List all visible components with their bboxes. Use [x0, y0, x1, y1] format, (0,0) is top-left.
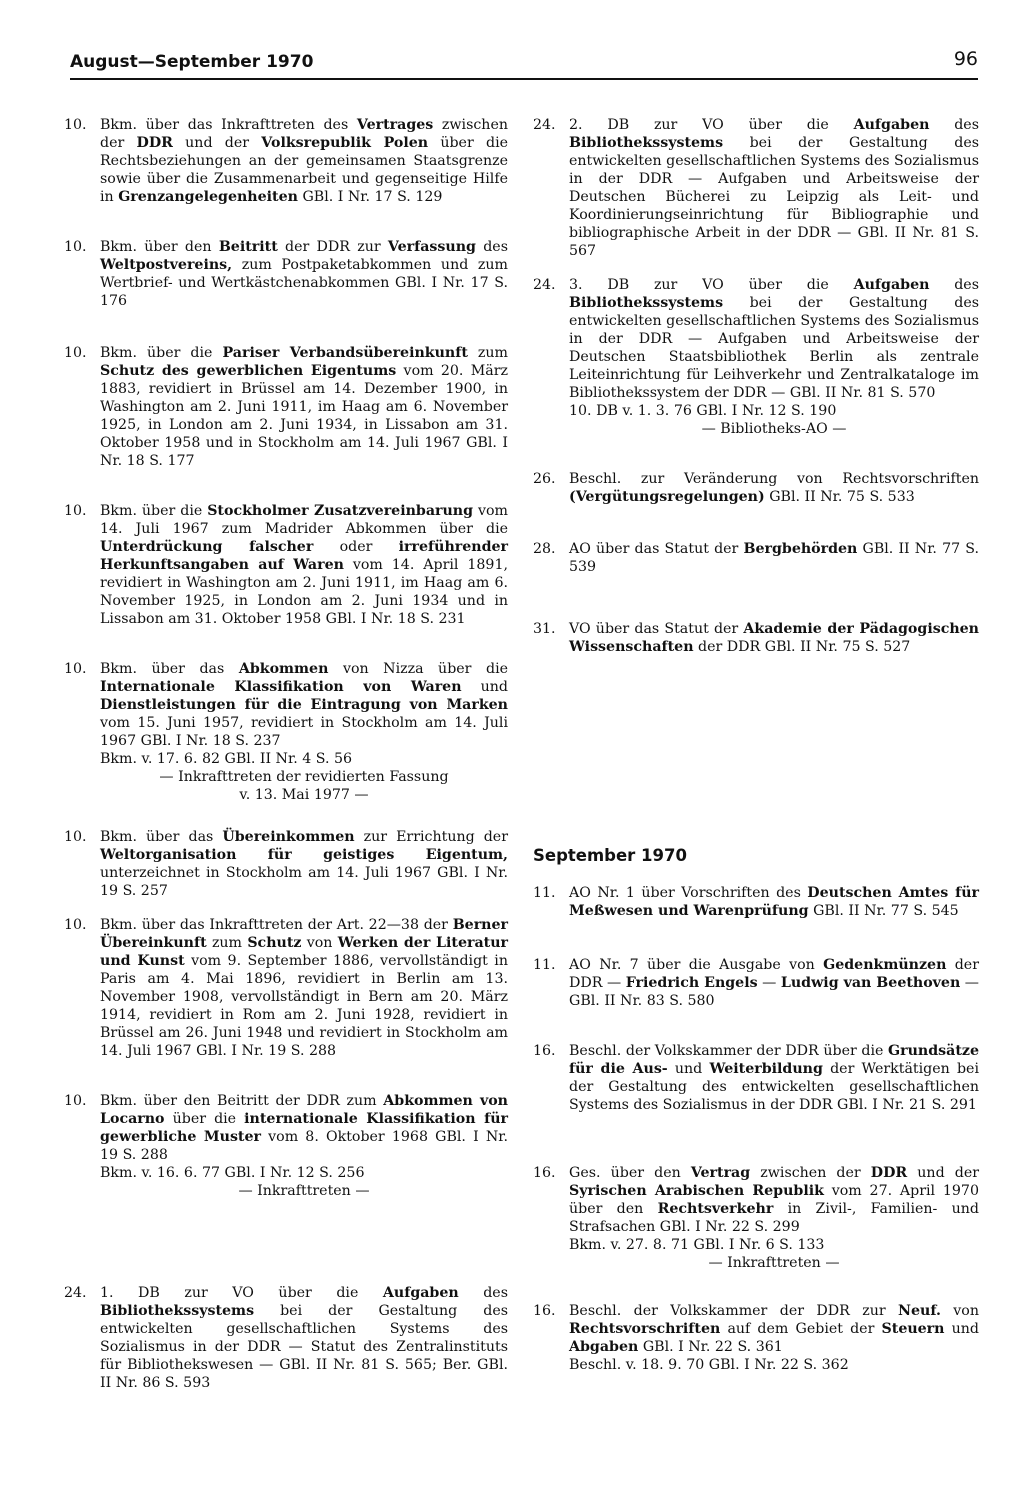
entry-text-part: bei der Gestaltung des entwickelten gesellschaftlichen Systems des Sozialismus in der DDR — Aufgaben und Arbeitsweise der Deutschen Bücherei zu Leipzig als Leit- und Koordinierungseinrichtung für Bibliographie und bibliographische Arbeit in der DDR — GBl. II Nr. 81 S. 567 — [569, 135, 979, 259]
entry-text-bold: Friedrich Engels — [625, 975, 758, 991]
entry-text — [100, 344, 508, 470]
entry-text-bold: Aufgaben — [853, 277, 930, 293]
entry-day: 11. — [533, 885, 556, 901]
entry-text-bold: Bibliothekssystems — [569, 295, 724, 311]
entry-text-bold: irreführender Herkunftsangaben auf Waren — [100, 539, 508, 573]
entry-text — [100, 1092, 508, 1200]
entry-text-part: zum — [206, 935, 248, 951]
entry-text-bold: Rechtsvorschriften — [569, 1321, 721, 1337]
entry-text-bold: Rechtsverkehr — [657, 1201, 774, 1217]
entry — [533, 116, 979, 260]
entry-text-part: der DDR zur — [277, 239, 388, 255]
entry-text-part: Bkm. über das Inkrafttreten der Art. 22—38 der — [100, 917, 453, 933]
entry-text-part: GBl. II Nr. 77 S. 545 — [808, 903, 959, 919]
entry-day: 10. — [64, 917, 87, 933]
entry-text-part: bei der Gestaltung des entwickelten gesellschaftlichen Systems des Sozialismus in der DDR — Statut des Zentralinstituts für Bibliothekswesen — GBl. II Nr. 81 S. 565; Ber. GBl. II Nr. 86 S. 593 — [100, 1303, 508, 1391]
entry-text-part: zur Errichtung der — [354, 829, 508, 845]
entry-text — [569, 1164, 979, 1272]
entry-note: v. 13. Mai 1977 — — [239, 787, 369, 803]
entry-text-part: Bkm. über die — [100, 503, 208, 519]
entry-amendment: Beschl. v. 18. 9. 70 GBl. I Nr. 22 S. 362 — [569, 1357, 849, 1373]
entry-text-bold: Weiterbildung — [709, 1061, 823, 1077]
entry-day: 28. — [533, 541, 556, 557]
entry — [64, 1092, 508, 1200]
entry-text-part: und — [461, 679, 508, 695]
entry-text-bold: (Vergütungsregelungen) — [569, 489, 765, 505]
entry — [533, 470, 979, 506]
entry-text-part: oder — [313, 539, 399, 555]
entry-text-part: GBl. I Nr. 22 S. 361 — [638, 1339, 783, 1355]
entry-day: 24. — [533, 277, 556, 293]
entry-text-part: auf dem Gebiet der — [720, 1321, 882, 1337]
entry-text-part: zum — [467, 345, 508, 361]
entry-text-part: 2. DB zur VO über die — [569, 117, 854, 133]
entry — [533, 884, 979, 920]
entry-text-bold: Weltorganisation für geistiges Eigentum, — [100, 847, 508, 863]
entry-day: 10. — [64, 661, 87, 677]
entry-text-part: vom 14. Juli 1967 zum Madrider Abkommen über die — [100, 503, 508, 537]
entry — [64, 660, 508, 804]
entry-text-part: unterzeichnet in Stockholm am 14. Juli 1967 GBl. I Nr. 19 S. 257 — [100, 865, 508, 899]
entry-text-bold: Volksrepublik Polen — [261, 135, 429, 151]
entry — [533, 1164, 979, 1272]
entry-text-part: 1. DB zur VO über die — [100, 1285, 383, 1301]
entry-day: 16. — [533, 1165, 556, 1181]
entry-text-bold: DDR — [870, 1165, 908, 1181]
entry-text — [569, 956, 979, 1010]
entry-text-bold: Akademie der Pädagogischen Wissenschaften — [569, 621, 979, 655]
entry-text-part: AO Nr. 1 über Vorschriften des — [569, 885, 808, 901]
entry — [64, 238, 508, 310]
entry-text-bold: Vertrages — [356, 117, 434, 133]
entry-text-part: 3. DB zur VO über die — [569, 277, 854, 293]
entry-text-part: GBl. II Nr. 77 S. 539 — [569, 541, 979, 575]
entry-text-bold: Bergbehörden — [743, 541, 858, 557]
entry-day: 10. — [64, 1093, 87, 1109]
entry-note: — Bibliotheks-AO — — [701, 421, 847, 437]
header-rule — [70, 78, 978, 80]
entry-text-bold: Gedenkmünzen — [823, 957, 947, 973]
entry-text-bold: Dienstleistungen für die Eintragung von Marken — [100, 697, 508, 713]
entry-text-bold: Bibliothekssystems — [100, 1303, 255, 1319]
entry-text — [569, 116, 979, 260]
entry-text-bold: Verfassung — [387, 239, 476, 255]
entry-text-part: des — [458, 1285, 508, 1301]
entry-text-bold: Weltpostvereins, — [100, 257, 233, 273]
entry-text-bold: Abkommen — [238, 661, 329, 677]
entry-text-part: vom 15. Juni 1957, revidiert in Stockholm am 14. Juli 1967 GBl. I Nr. 18 S. 237 — [100, 715, 508, 749]
entry-text-part: der DDR — — [569, 957, 979, 991]
entry-text — [100, 502, 508, 628]
entry-text-part: des — [929, 277, 979, 293]
entry-text-bold: Aufgaben — [382, 1285, 459, 1301]
entry-text-part: zum Postpaketabkommen und zum Wertbrief- und Wertkästchenabkommen GBl. I Nr. 17 S. 176 — [100, 257, 508, 309]
entry-day: 10. — [64, 117, 87, 133]
entry-note: — Inkrafttreten — — [238, 1183, 370, 1199]
entry-text-part: vom 20. März 1883, revidiert in Brüssel am 14. Dezember 1900, in Washington am 2. Juni 1911, im Haag am 6. November 1925, in London am 2. Juni 1934, in Lissabon am 31. Oktober 1958 und in Stockholm am 14. Juli 1967 GBl. I Nr. 18 S. 177 — [100, 363, 508, 469]
entry-text — [100, 916, 508, 1060]
entry-text-bold: Schutz — [247, 935, 302, 951]
entry-text-bold: Bibliothekssystems — [569, 135, 724, 151]
entry — [64, 1284, 508, 1392]
entry-text — [100, 828, 508, 900]
entry-day: 31. — [533, 621, 556, 637]
entry-text-part: des — [475, 239, 508, 255]
entry-text-part: der DDR GBl. II Nr. 75 S. 527 — [693, 639, 911, 655]
entry-text-part: Beschl. der Volkskammer der DDR zur — [569, 1303, 899, 1319]
entry-text-bold: Steuern — [881, 1321, 945, 1337]
entry — [64, 116, 508, 206]
entry — [64, 344, 508, 470]
entry-text — [100, 238, 508, 310]
running-title: August—September 1970 — [70, 52, 314, 72]
entry — [533, 1302, 979, 1374]
entry-text-bold: Internationale Klassifikation von Waren — [100, 679, 462, 695]
entry-text-bold: Ludwig van Beethoven — [780, 975, 961, 991]
entry-text-part: Beschl. zur Veränderung von Rechtsvorschriften — [569, 471, 979, 487]
entry-text — [569, 1042, 979, 1114]
entry-text-part: von — [301, 935, 338, 951]
entry-text-bold: Übereinkommen — [222, 829, 355, 845]
entry-text-bold: Beitritt — [218, 239, 278, 255]
entry-text-part: zwischen der — [100, 117, 508, 151]
entry-text-part: in Zivil-, Familien- und Strafsachen GBl. I Nr. 22 S. 299 — [569, 1201, 979, 1235]
entry-text-part: Beschl. der Volkskammer der DDR über die — [569, 1043, 889, 1059]
entry-text-bold: Stockholmer Zusatzvereinbarung — [207, 503, 474, 519]
entry-text-part: Ges. über den — [569, 1165, 691, 1181]
entry-text-bold: Werken der Literatur und Kunst — [100, 935, 508, 969]
entry-day: 16. — [533, 1043, 556, 1059]
entry-text-part: zwischen der — [750, 1165, 871, 1181]
entry-day: 24. — [64, 1285, 87, 1301]
entry-text-part: Bkm. über das — [100, 661, 239, 677]
entry-text-part: über die Rechtsbeziehungen an der gemeinsamen Staatsgrenze sowie über die Zusammenarbeit und gegenseitige Hilfe in — [100, 135, 508, 205]
entry-day: 16. — [533, 1303, 556, 1319]
entry-text-part: Bkm. über den — [100, 239, 219, 255]
entry — [533, 1042, 979, 1114]
entry-text — [100, 1284, 508, 1392]
entry-text-part: und — [667, 1061, 710, 1077]
entry-text-part: GBl. II Nr. 75 S. 533 — [764, 489, 915, 505]
entry-amendment: Bkm. v. 27. 8. 71 GBl. I Nr. 6 S. 133 — [569, 1237, 825, 1253]
entry-text-bold: Schutz des gewerblichen Eigentums — [100, 363, 397, 379]
entry-text — [100, 116, 508, 206]
entry-text-bold: Grenzangelegenheiten — [118, 189, 298, 205]
entry-amendment: 10. DB v. 1. 3. 76 GBl. I Nr. 12 S. 190 — [569, 403, 837, 419]
entry-note: — Inkrafttreten der revidierten Fassung — [159, 769, 449, 785]
section-heading: September 1970 — [533, 846, 687, 865]
entry-text-bold: Grundsätze für die Aus- — [569, 1043, 979, 1077]
entry — [64, 502, 508, 628]
entry — [533, 276, 979, 438]
entry-text-part: — — [757, 975, 781, 991]
entry-text-bold: Berner Übereinkunft — [100, 917, 508, 951]
entry — [533, 620, 979, 656]
entry-text-part: AO über das Statut der — [569, 541, 744, 557]
entry-amendment: Bkm. v. 17. 6. 82 GBl. II Nr. 4 S. 56 — [100, 751, 353, 767]
entry-text-part: Bkm. über das Inkrafttreten des — [100, 117, 357, 133]
entry-text-part: vom 8. Oktober 1968 GBl. I Nr. 19 S. 288 — [100, 1129, 508, 1163]
entry-text-bold: internationale Klassifikation für gewerbliche Muster — [100, 1111, 508, 1145]
entry-text-part: von Nizza über die — [328, 661, 509, 677]
entry-text-bold: Unterdrückung falscher — [100, 539, 314, 555]
entry-text-bold: Aufgaben — [853, 117, 930, 133]
entry-text-bold: DDR — [136, 135, 173, 151]
entry-text — [569, 540, 979, 576]
entry-text — [569, 884, 979, 920]
entry-text — [100, 660, 508, 804]
entry-text-part: — GBl. II Nr. 83 S. 580 — [569, 975, 979, 1009]
entry-text-bold: Neuf. — [898, 1303, 941, 1319]
entry-text-part: GBl. I Nr. 17 S. 129 — [297, 189, 443, 205]
entry-text-part: und der — [907, 1165, 980, 1181]
entry-day: 10. — [64, 239, 87, 255]
page-number: 96 — [953, 48, 978, 70]
entry-text — [569, 1302, 979, 1374]
entry-text — [569, 276, 979, 438]
entry-day: 26. — [533, 471, 556, 487]
entry-text-part: und der — [172, 135, 262, 151]
entry-text-part: AO Nr. 7 über die Ausgabe von — [569, 957, 824, 973]
entry-text-part: vom 9. September 1886, vervollständigt in Paris am 4. Mai 1896, revidiert in Berlin am 13. November 1908, vervollständigt in Bern am 20. März 1914, revidiert in Rom am 2. Juni 1928, revidiert in Brüssel am 26. Juni 1948 und revidiert in Stockholm am 14. Juli 1967 GBl. I Nr. 19 S. 288 — [100, 953, 508, 1059]
entry-day: 24. — [533, 117, 556, 133]
entry-text-bold: Pariser Verbandsübereinkunft — [222, 345, 468, 361]
entry-text-part: Bkm. über den Beitritt der DDR zum — [100, 1093, 384, 1109]
entry-amendment: Bkm. v. 16. 6. 77 GBl. I Nr. 12 S. 256 — [100, 1165, 365, 1181]
entry-text — [569, 470, 979, 506]
entry-text-part: Bkm. über die — [100, 345, 223, 361]
entry-text-bold: Abgaben — [569, 1339, 639, 1355]
entry-day: 10. — [64, 829, 87, 845]
entry-text-part: des — [929, 117, 979, 133]
entry-text-part: vom 27. April 1970 über den — [569, 1183, 979, 1217]
entry-text-part: von — [940, 1303, 979, 1319]
entry-text-part: vom 14. April 1891, revidiert in Washington am 2. Juni 1911, im Haag am 6. November 1925, in London am 2. Juni 1934 und in Lissabon am 31. Oktober 1958 GBl. I Nr. 18 S. 231 — [100, 557, 508, 627]
entry-text-bold: Syrischen Arabischen Republik — [569, 1183, 824, 1199]
page-header — [70, 48, 978, 78]
entry — [533, 956, 979, 1010]
entry-text — [569, 620, 979, 656]
entry-text-bold: Vertrag — [690, 1165, 751, 1181]
entry-text-part: bei der Gestaltung des entwickelten gesellschaftlichen Systems des Sozialismus in der DDR — Aufgaben und Arbeitsweise der Deutschen Staatsbibliothek Berlin als zentrale Leiteinrichtung für Leihverkehr und Zentralkataloge im Bibliothekssystem der DDR — GBl. II Nr. 81 S. 570 — [569, 295, 979, 401]
entry-text-part: VO über das Statut der — [569, 621, 744, 637]
entry-text-bold: Deutschen Amtes für Meßwesen und Warenprüfung — [569, 885, 979, 919]
entry-day: 10. — [64, 503, 87, 519]
entry — [533, 540, 979, 576]
entry-text-part: Bkm. über das — [100, 829, 223, 845]
entry-note: — Inkrafttreten — — [708, 1255, 840, 1271]
entry-text-part: über die — [164, 1111, 245, 1127]
entry-text-part: und — [944, 1321, 979, 1337]
entry-day: 10. — [64, 345, 87, 361]
entry-text-bold: Abkommen von Locarno — [100, 1093, 508, 1127]
entry — [64, 916, 508, 1060]
entry-day: 11. — [533, 957, 556, 973]
entry — [64, 828, 508, 900]
entry-text-part: der Werktätigen bei der Gestaltung des entwickelten gesellschaftlichen Systems des Sozialismus in der DDR GBl. I Nr. 21 S. 291 — [569, 1061, 979, 1113]
